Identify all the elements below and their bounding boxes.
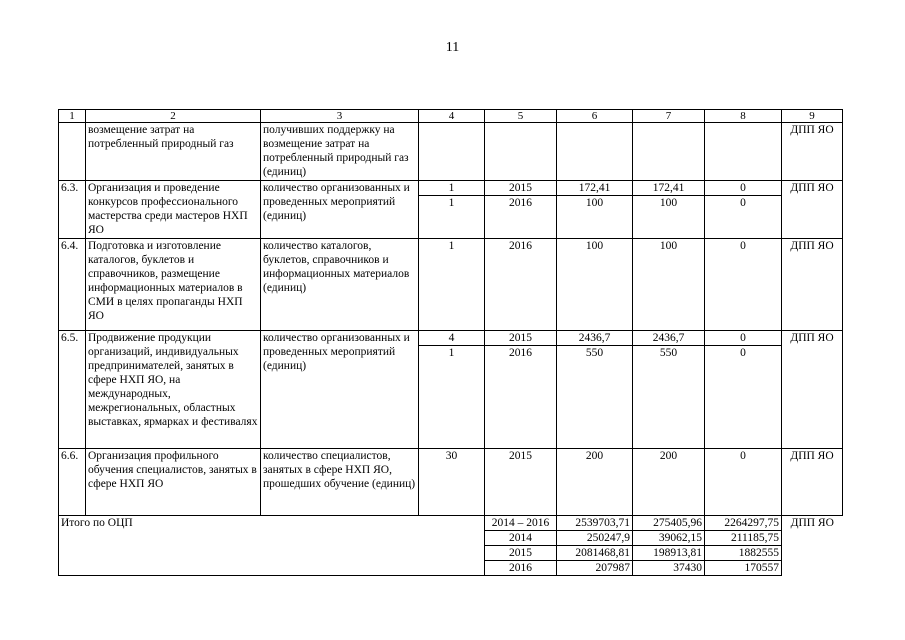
totals-other: 2264297,75 (705, 516, 782, 531)
total-amount: 100 (557, 239, 633, 331)
year: 2015 (485, 181, 557, 196)
totals-region: 275405,96 (633, 516, 705, 531)
totals-total: 2081468,81 (557, 546, 633, 561)
table-row (59, 449, 843, 516)
row-number (59, 123, 86, 181)
row-number: 6.6. (59, 449, 86, 516)
other-amount: 0 (705, 346, 782, 449)
executor: ДПП ЯО (782, 331, 843, 449)
totals-year: 2015 (485, 546, 557, 561)
col-header-7: 7 (633, 110, 705, 123)
executor: ДПП ЯО (782, 239, 843, 331)
row-number: 6.4. (59, 239, 86, 331)
indicator-value: 30 (419, 449, 485, 516)
region-amount: 550 (633, 346, 705, 449)
col-header-8: 8 (705, 110, 782, 123)
header-row (59, 110, 843, 123)
total-amount: 550 (557, 346, 633, 449)
row-number: 6.3. (59, 181, 86, 239)
executor: ДПП ЯО (782, 449, 843, 516)
table-row (59, 331, 843, 346)
col-header-6: 6 (557, 110, 633, 123)
other-amount: 0 (705, 239, 782, 331)
totals-region: 37430 (633, 561, 705, 576)
indicator-value: 1 (419, 346, 485, 449)
region-amount: 200 (633, 449, 705, 516)
col-header-9: 9 (782, 110, 843, 123)
region-amount: 172,41 (633, 181, 705, 196)
measure-name: Организация профильного обучения специалистов, занятых в сфере НХП ЯО (86, 449, 261, 516)
region-amount: 2436,7 (633, 331, 705, 346)
table-row (59, 181, 843, 196)
totals-label: Итого по ОЦП (59, 516, 485, 576)
program-table (58, 109, 843, 576)
indicator-value: 4 (419, 331, 485, 346)
totals-region: 198913,81 (633, 546, 705, 561)
indicator-name: получивших поддержку на возмещение затрат на потребленный природный газ (единиц) (261, 123, 419, 181)
totals-year: 2014 – 2016 (485, 516, 557, 531)
measure-name: Подготовка и изготовление каталогов, буклетов и справочников, размещение информационных материалов в СМИ в целях пропаганды НХП ЯО (86, 239, 261, 331)
col-header-5: 5 (485, 110, 557, 123)
totals-executor: ДПП ЯО (782, 516, 843, 576)
indicator-value: 1 (419, 181, 485, 196)
region-amount: 100 (633, 239, 705, 331)
region-amount: 100 (633, 196, 705, 239)
total-amount: 200 (557, 449, 633, 516)
col-header-4: 4 (419, 110, 485, 123)
measure-name: возмещение затрат на потребленный природный газ (86, 123, 261, 181)
totals-year: 2016 (485, 561, 557, 576)
total-amount: 100 (557, 196, 633, 239)
row-number: 6.5. (59, 331, 86, 449)
year: 2016 (485, 196, 557, 239)
totals-total: 2539703,71 (557, 516, 633, 531)
page-number: 11 (445, 40, 460, 55)
col-header-3: 3 (261, 110, 419, 123)
table-row (59, 123, 843, 181)
measure-name: Продвижение продукции организаций, индивидуальных предпринимателей, занятых в сфере НХП ЯО, на международных, межрегиональных, областных выставках, ярмарках и фестивалях (86, 331, 261, 449)
col-header-1: 1 (59, 110, 86, 123)
totals-total: 207987 (557, 561, 633, 576)
other-amount: 0 (705, 181, 782, 196)
executor: ДПП ЯО (782, 123, 843, 181)
year: 2015 (485, 331, 557, 346)
totals-row (59, 516, 843, 531)
indicator-name: количество каталогов, буклетов, справочников и информационных материалов (единиц) (261, 239, 419, 331)
table-row (59, 239, 843, 331)
total-amount: 2436,7 (557, 331, 633, 346)
indicator-name: количество специалистов, занятых в сфере НХП ЯО, прошедших обучение (единиц) (261, 449, 419, 516)
year: 2016 (485, 239, 557, 331)
col-header-2: 2 (86, 110, 261, 123)
totals-year: 2014 (485, 531, 557, 546)
indicator-value: 1 (419, 196, 485, 239)
totals-other: 170557 (705, 561, 782, 576)
other-amount: 0 (705, 196, 782, 239)
year: 2016 (485, 346, 557, 449)
executor: ДПП ЯО (782, 181, 843, 239)
totals-other: 211185,75 (705, 531, 782, 546)
other-amount: 0 (705, 331, 782, 346)
total-amount: 172,41 (557, 181, 633, 196)
year: 2015 (485, 449, 557, 516)
indicator-name: количество организованных и проведенных мероприятий (единиц) (261, 181, 419, 239)
indicator-name: количество организованных и проведенных мероприятий (единиц) (261, 331, 419, 449)
indicator-value: 1 (419, 239, 485, 331)
totals-total: 250247,9 (557, 531, 633, 546)
other-amount: 0 (705, 449, 782, 516)
totals-region: 39062,15 (633, 531, 705, 546)
measure-name: Организация и проведение конкурсов профессионального мастерства среди мастеров НХП ЯО (86, 181, 261, 239)
totals-other: 1882555 (705, 546, 782, 561)
